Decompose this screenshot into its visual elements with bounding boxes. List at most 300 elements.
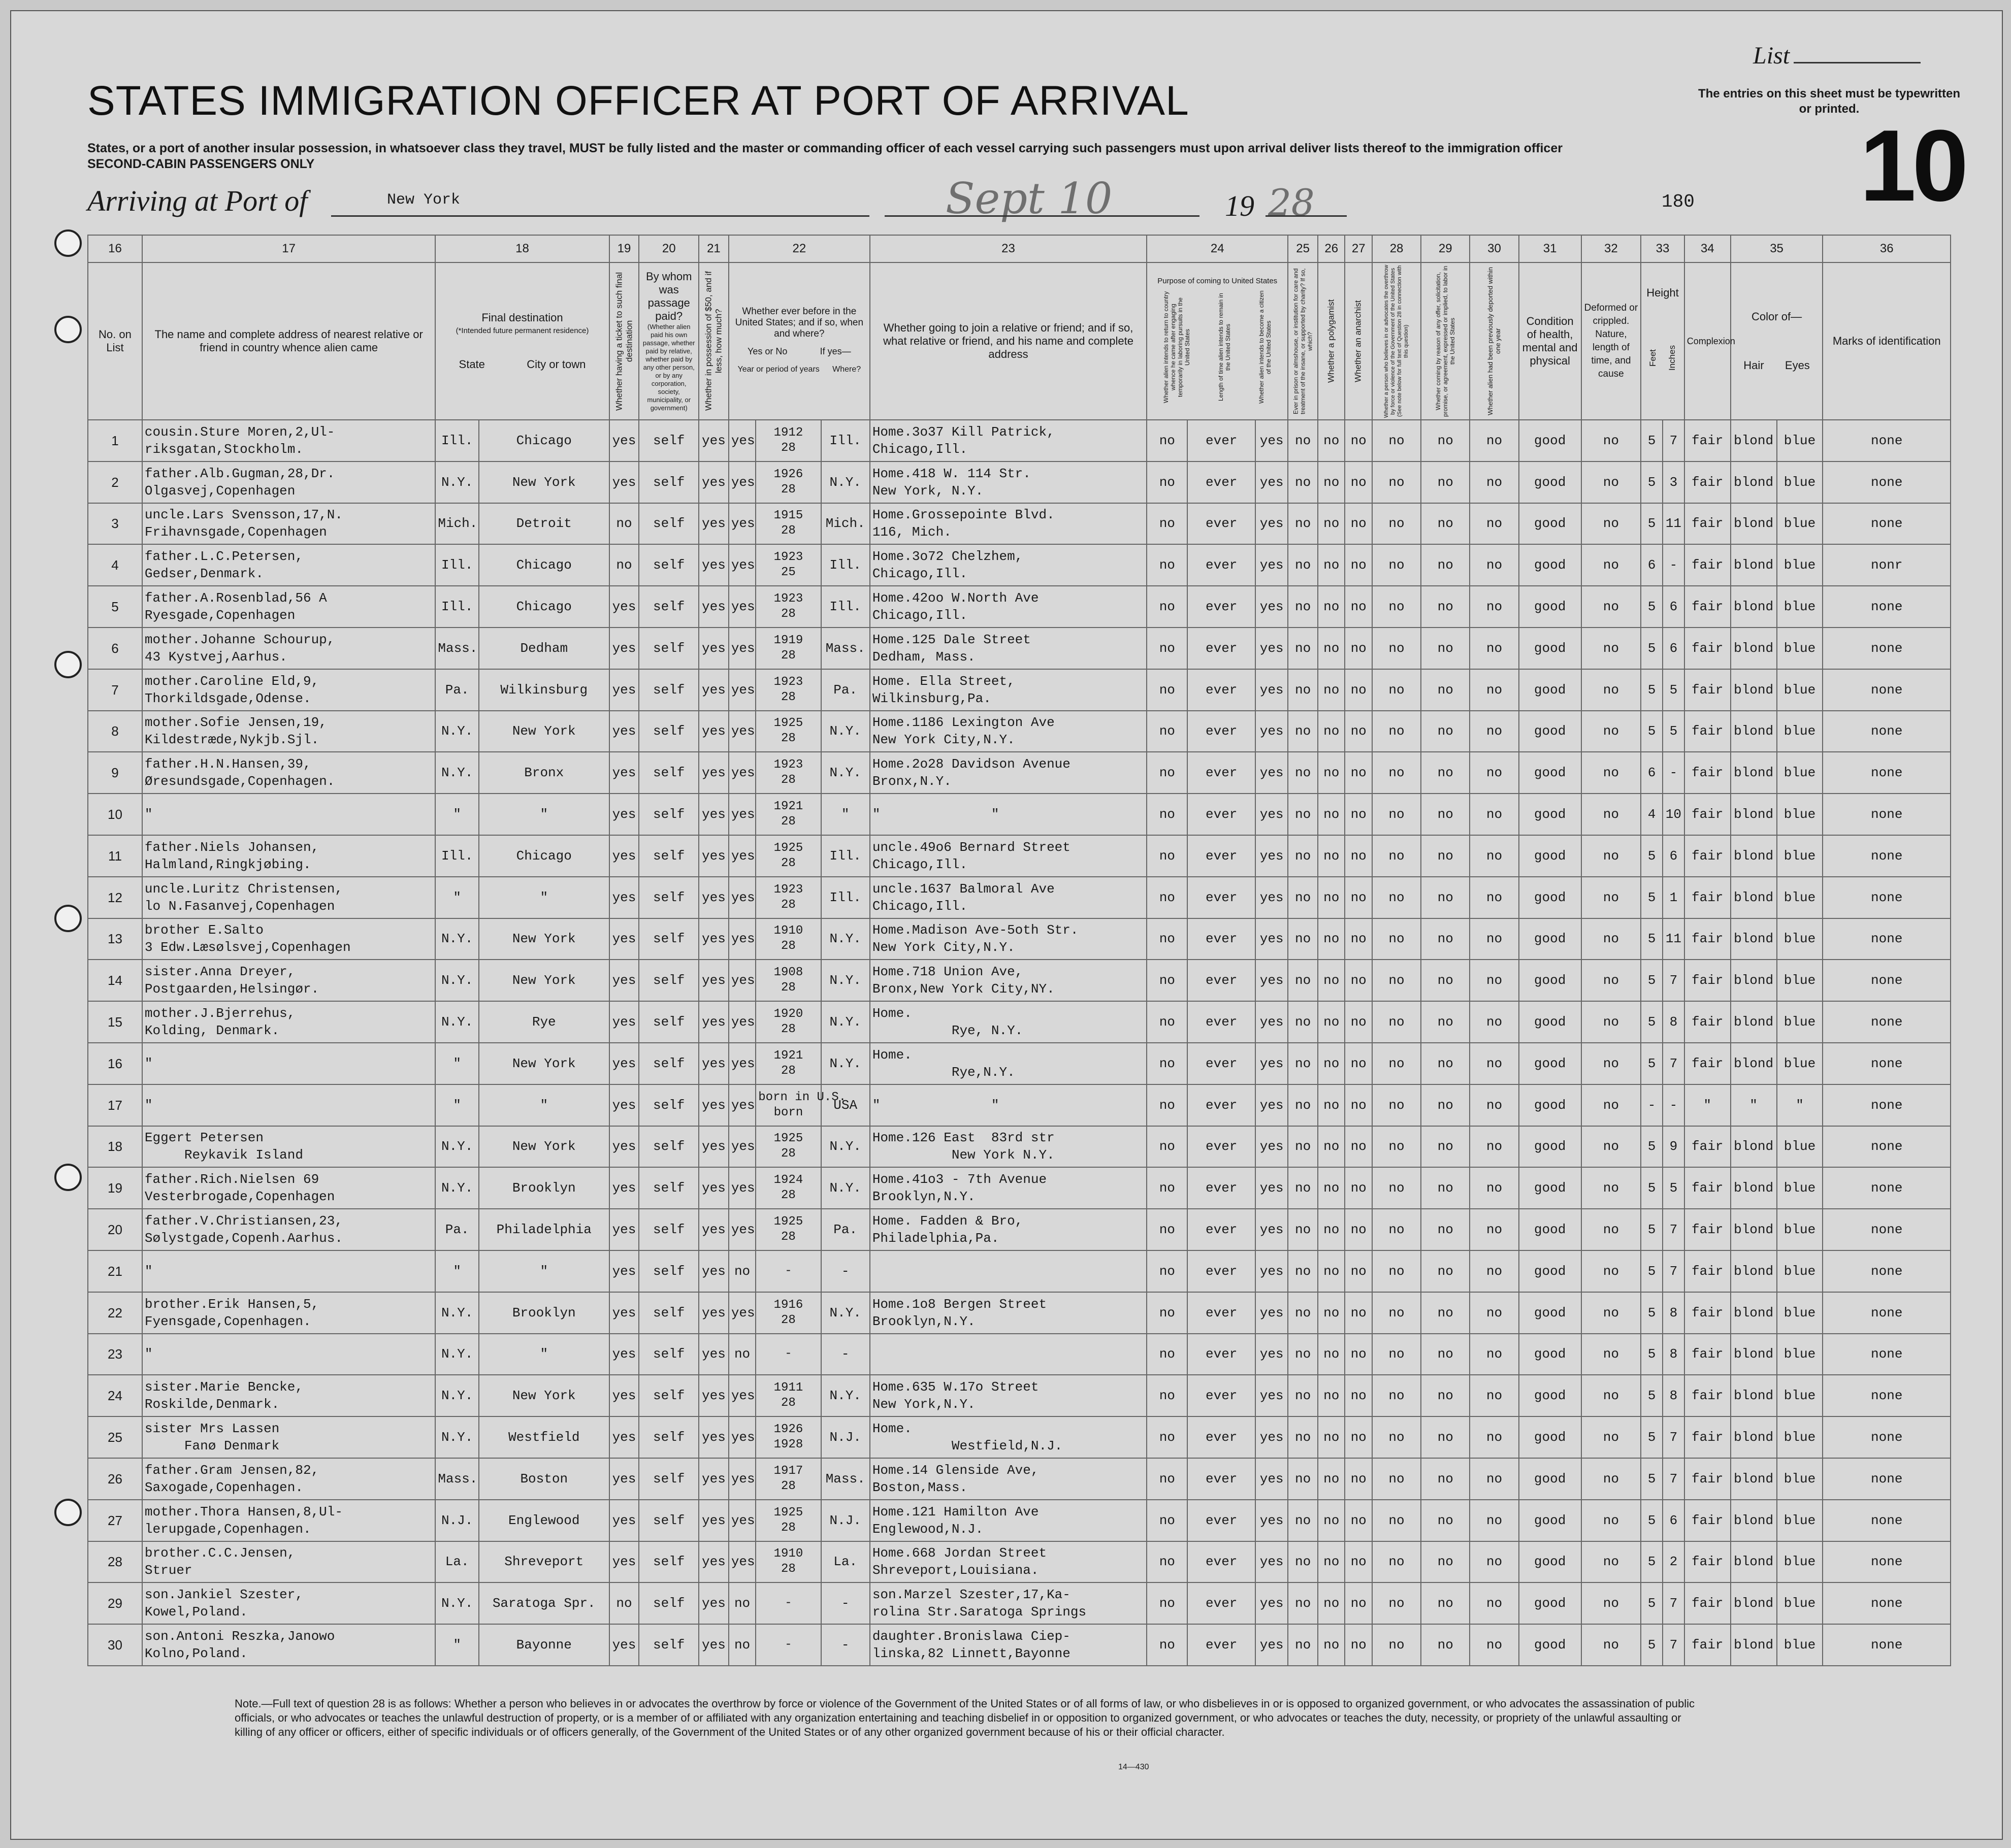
joining-relative: Home.1o8 Bergen Street Brooklyn,N.Y.: [870, 1292, 1147, 1334]
hair-color: blond: [1731, 1209, 1777, 1250]
list-number: 5: [88, 586, 142, 628]
prison-value: no: [1288, 877, 1318, 918]
deported-value: no: [1470, 918, 1518, 960]
height-inches: 3: [1663, 461, 1684, 503]
overthrow-value: no: [1372, 1416, 1421, 1458]
before-yes-no: yes: [729, 1375, 756, 1416]
column-number: 19: [609, 235, 639, 262]
deported-value: no: [1470, 503, 1518, 545]
money-value: yes: [699, 1624, 729, 1666]
polygamist-value: no: [1318, 1001, 1345, 1043]
header-feet: Feet: [1648, 349, 1658, 367]
passage-paid: self: [639, 1416, 699, 1458]
joining-relative: " ": [870, 1084, 1147, 1126]
length-of-stay: ever: [1187, 586, 1255, 628]
passenger-row: [88, 1292, 1951, 1334]
column-number-row: [88, 235, 1951, 262]
destination-city: Chicago: [479, 586, 609, 628]
eye-color: blue: [1777, 960, 1823, 1001]
header-purpose: [1147, 262, 1288, 420]
anarchist-value: no: [1345, 918, 1372, 960]
length-of-stay: ever: [1187, 1334, 1255, 1375]
deported-value: no: [1470, 1084, 1518, 1126]
list-number: 17: [88, 1084, 142, 1126]
header-complexion: Complexion: [1684, 262, 1731, 420]
identification-marks: none: [1823, 628, 1951, 669]
hair-color: blond: [1731, 1001, 1777, 1043]
complexion-value: fair: [1684, 1541, 1731, 1583]
height-inches: 9: [1663, 1126, 1684, 1168]
ticket-value: yes: [609, 835, 639, 877]
header-list-no: No. on List: [88, 262, 142, 420]
return-intent: no: [1147, 544, 1187, 586]
labor-offer-value: no: [1421, 1375, 1470, 1416]
deported-value: no: [1470, 877, 1518, 918]
deported-value: no: [1470, 1375, 1518, 1416]
header-purpose-title: Purpose of coming to United States: [1157, 277, 1278, 285]
destination-city: Chicago: [479, 835, 609, 877]
before-where: -: [821, 1334, 870, 1375]
ticket-value: yes: [609, 1375, 639, 1416]
money-value: yes: [699, 1001, 729, 1043]
polygamist-value: no: [1318, 1416, 1345, 1458]
deformed-value: no: [1581, 1167, 1641, 1209]
passenger-row: [88, 586, 1951, 628]
citizen-intent: yes: [1255, 544, 1288, 586]
passage-paid: self: [639, 960, 699, 1001]
deported-value: no: [1470, 1500, 1518, 1541]
labor-offer-value: no: [1421, 1001, 1470, 1043]
header-return-intent: Whether alien intends to return to country whence he came after engaging temporarily in laboring pursuits in the United States: [1162, 291, 1191, 404]
before-where: N.Y.: [821, 1375, 870, 1416]
ticket-value: yes: [609, 877, 639, 918]
prison-value: no: [1288, 1084, 1318, 1126]
nearest-relative: father.L.C.Petersen, Gedser,Denmark.: [142, 544, 435, 586]
eye-color: blue: [1777, 1292, 1823, 1334]
length-of-stay: ever: [1187, 1624, 1255, 1666]
ticket-value: yes: [609, 420, 639, 461]
money-value: yes: [699, 1458, 729, 1500]
height-feet: 5: [1641, 1334, 1663, 1375]
before-yes-no: yes: [729, 835, 756, 877]
list-number: 29: [88, 1582, 142, 1624]
labor-offer-value: no: [1421, 669, 1470, 711]
citizen-intent: yes: [1255, 794, 1288, 835]
polygamist-value: no: [1318, 1043, 1345, 1084]
citizen-intent: yes: [1255, 1541, 1288, 1583]
deformed-value: no: [1581, 1001, 1641, 1043]
polygamist-value: no: [1318, 628, 1345, 669]
ticket-value: yes: [609, 1126, 639, 1168]
height-feet: 5: [1641, 1375, 1663, 1416]
height-feet: 5: [1641, 835, 1663, 877]
passenger-row: [88, 1375, 1951, 1416]
header-passage-paid: [639, 262, 699, 420]
complexion-value: fair: [1684, 1334, 1731, 1375]
passage-paid: self: [639, 877, 699, 918]
height-feet: 5: [1641, 1209, 1663, 1250]
destination-city: ": [479, 1334, 609, 1375]
passage-paid: self: [639, 711, 699, 752]
destination-city: Englewood: [479, 1500, 609, 1541]
destination-city: New York: [479, 960, 609, 1001]
anarchist-value: no: [1345, 1500, 1372, 1541]
return-intent: no: [1147, 918, 1187, 960]
anarchist-value: no: [1345, 1167, 1372, 1209]
money-value: yes: [699, 1500, 729, 1541]
header-final-destination: [435, 262, 609, 420]
before-year: -: [756, 1624, 821, 1666]
anarchist-value: no: [1345, 1292, 1372, 1334]
ticket-value: yes: [609, 1458, 639, 1500]
length-of-stay: ever: [1187, 1292, 1255, 1334]
anarchist-value: no: [1345, 1043, 1372, 1084]
prison-value: no: [1288, 835, 1318, 877]
deformed-value: no: [1581, 586, 1641, 628]
header-destination-note: (*Intended future permanent residence): [456, 326, 589, 335]
height-inches: 11: [1663, 918, 1684, 960]
polygamist-value: no: [1318, 1582, 1345, 1624]
list-number: 25: [88, 1416, 142, 1458]
list-number: 21: [88, 1250, 142, 1292]
overthrow-value: no: [1372, 960, 1421, 1001]
return-intent: no: [1147, 1250, 1187, 1292]
return-intent: no: [1147, 461, 1187, 503]
deported-value: no: [1470, 1334, 1518, 1375]
hair-color: blond: [1731, 1167, 1777, 1209]
port-value: New York: [387, 191, 461, 209]
health-condition: good: [1519, 1416, 1581, 1458]
joining-relative: Home.Grossepointe Blvd. 116, Mich.: [870, 503, 1147, 545]
hair-color: blond: [1731, 1250, 1777, 1292]
anarchist-value: no: [1345, 752, 1372, 794]
citizen-intent: yes: [1255, 918, 1288, 960]
header-destination-group: Final destination: [481, 311, 563, 324]
joining-relative: Home.3o72 Chelzhem, Chicago,Ill.: [870, 544, 1147, 586]
identification-marks: none: [1823, 1126, 1951, 1168]
length-of-stay: ever: [1187, 1001, 1255, 1043]
health-condition: good: [1519, 586, 1581, 628]
return-intent: no: [1147, 628, 1187, 669]
identification-marks: none: [1823, 420, 1951, 461]
polygamist-value: no: [1318, 835, 1345, 877]
nearest-relative: cousin.Sture Moren,2,Ul- riksgatan,Stockholm.: [142, 420, 435, 461]
destination-state: Ill.: [435, 544, 479, 586]
header-inches: Inches: [1667, 345, 1677, 371]
deformed-value: no: [1581, 1084, 1641, 1126]
joining-relative: " ": [870, 794, 1147, 835]
money-value: yes: [699, 1582, 729, 1624]
money-value: yes: [699, 586, 729, 628]
joining-relative: Home.2o28 Davidson Avenue Bronx,N.Y.: [870, 752, 1147, 794]
header-money: Whether in possession of $50, and if less, how much?: [699, 262, 729, 420]
prison-value: no: [1288, 1334, 1318, 1375]
destination-city: Brooklyn: [479, 1292, 609, 1334]
binder-hole: [54, 651, 82, 678]
ticket-value: yes: [609, 461, 639, 503]
labor-offer-value: no: [1421, 918, 1470, 960]
deported-value: no: [1470, 628, 1518, 669]
header-before-title: Whether ever before in the United States; and if so, when and where?: [735, 306, 864, 339]
deformed-value: no: [1581, 544, 1641, 586]
citizen-intent: yes: [1255, 420, 1288, 461]
height-inches: 7: [1663, 1209, 1684, 1250]
destination-state: Ill.: [435, 420, 479, 461]
destination-city: ": [479, 877, 609, 918]
nearest-relative: sister.Marie Bencke, Roskilde,Denmark.: [142, 1375, 435, 1416]
height-feet: 5: [1641, 1167, 1663, 1209]
height-inches: -: [1663, 544, 1684, 586]
identification-marks: none: [1823, 1043, 1951, 1084]
anarchist-value: no: [1345, 544, 1372, 586]
list-label: List: [1753, 42, 1790, 69]
before-where: Mass.: [821, 628, 870, 669]
hair-color: blond: [1731, 420, 1777, 461]
eye-color: blue: [1777, 877, 1823, 918]
citizen-intent: yes: [1255, 1084, 1288, 1126]
manifest-table: [87, 235, 1951, 1666]
passenger-row: [88, 794, 1951, 835]
deported-value: no: [1470, 1582, 1518, 1624]
before-where: Mass.: [821, 1458, 870, 1500]
return-intent: no: [1147, 752, 1187, 794]
prison-value: no: [1288, 1375, 1318, 1416]
deported-value: no: [1470, 1001, 1518, 1043]
list-number: 19: [88, 1167, 142, 1209]
height-feet: 5: [1641, 420, 1663, 461]
before-year: -: [756, 1250, 821, 1292]
prison-value: no: [1288, 1043, 1318, 1084]
destination-state: Mich.: [435, 503, 479, 545]
deported-value: no: [1470, 1541, 1518, 1583]
money-value: yes: [699, 918, 729, 960]
hair-color: blond: [1731, 1582, 1777, 1624]
anarchist-value: no: [1345, 1458, 1372, 1500]
length-of-stay: ever: [1187, 1582, 1255, 1624]
destination-state: ": [435, 1624, 479, 1666]
money-value: yes: [699, 877, 729, 918]
prison-value: no: [1288, 1458, 1318, 1500]
height-feet: 5: [1641, 669, 1663, 711]
prison-value: no: [1288, 1624, 1318, 1666]
return-intent: no: [1147, 1043, 1187, 1084]
money-value: yes: [699, 794, 729, 835]
eye-color: blue: [1777, 586, 1823, 628]
header-overthrow: Whether a person who believes in or advocates the overthrow by force or violence of the Government of the United States (See note below for full text of Question 28 in connection with this question): [1372, 262, 1421, 420]
before-year: 1911 28: [756, 1375, 821, 1416]
length-of-stay: ever: [1187, 711, 1255, 752]
column-number: 34: [1684, 235, 1731, 262]
complexion-value: fair: [1684, 1209, 1731, 1250]
height-inches: 7: [1663, 960, 1684, 1001]
before-where: N.Y.: [821, 960, 870, 1001]
nearest-relative: mother.Johanne Schourup, 43 Kystvej,Aarhus.: [142, 628, 435, 669]
before-year: 1910 28: [756, 918, 821, 960]
deported-value: no: [1470, 960, 1518, 1001]
anarchist-value: no: [1345, 461, 1372, 503]
destination-city: Chicago: [479, 544, 609, 586]
health-condition: good: [1519, 1001, 1581, 1043]
destination-city: ": [479, 1084, 609, 1126]
before-where: -: [821, 1582, 870, 1624]
deformed-value: no: [1581, 1541, 1641, 1583]
health-condition: good: [1519, 1126, 1581, 1168]
length-of-stay: ever: [1187, 1043, 1255, 1084]
nearest-relative: son.Antoni Reszka,Janowo Kolno,Poland.: [142, 1624, 435, 1666]
health-condition: good: [1519, 1043, 1581, 1084]
list-number: 23: [88, 1334, 142, 1375]
before-where: N.Y.: [821, 752, 870, 794]
before-year: 1908 28: [756, 960, 821, 1001]
column-number: 36: [1823, 235, 1951, 262]
deported-value: no: [1470, 1624, 1518, 1666]
destination-state: N.Y.: [435, 711, 479, 752]
complexion-value: fair: [1684, 628, 1731, 669]
money-value: yes: [699, 1043, 729, 1084]
prison-value: no: [1288, 1001, 1318, 1043]
anarchist-value: no: [1345, 503, 1372, 545]
joining-relative: uncle.49o6 Bernard Street Chicago,Ill.: [870, 835, 1147, 877]
list-number: 10: [88, 794, 142, 835]
polygamist-value: no: [1318, 420, 1345, 461]
citizen-intent: yes: [1255, 586, 1288, 628]
before-where: USA: [821, 1084, 870, 1126]
money-value: yes: [699, 1416, 729, 1458]
labor-offer-value: no: [1421, 1250, 1470, 1292]
polygamist-value: no: [1318, 1167, 1345, 1209]
header-yes-no: Yes or No: [747, 346, 788, 356]
polygamist-value: no: [1318, 877, 1345, 918]
eye-color: blue: [1777, 1209, 1823, 1250]
before-yes-no: yes: [729, 1292, 756, 1334]
passenger-row: [88, 1334, 1951, 1375]
column-number: 25: [1288, 235, 1318, 262]
identification-marks: none: [1823, 794, 1951, 835]
return-intent: no: [1147, 420, 1187, 461]
complexion-value: fair: [1684, 1167, 1731, 1209]
money-value: yes: [699, 960, 729, 1001]
height-feet: 5: [1641, 1624, 1663, 1666]
citizen-intent: yes: [1255, 877, 1288, 918]
destination-city: New York: [479, 1375, 609, 1416]
before-year: 1925 28: [756, 1209, 821, 1250]
passage-paid: self: [639, 1500, 699, 1541]
citizen-intent: yes: [1255, 628, 1288, 669]
destination-state: Pa.: [435, 669, 479, 711]
overthrow-value: no: [1372, 794, 1421, 835]
passage-paid: self: [639, 835, 699, 877]
deformed-value: no: [1581, 1043, 1641, 1084]
length-of-stay: ever: [1187, 544, 1255, 586]
sheet-number: 10: [1860, 109, 1965, 222]
height-inches: -: [1663, 752, 1684, 794]
hair-color: blond: [1731, 461, 1777, 503]
polygamist-value: no: [1318, 669, 1345, 711]
list-number: 8: [88, 711, 142, 752]
prison-value: no: [1288, 1500, 1318, 1541]
height-feet: 5: [1641, 461, 1663, 503]
overthrow-value: no: [1372, 752, 1421, 794]
labor-offer-value: no: [1421, 1458, 1470, 1500]
eye-color: blue: [1777, 794, 1823, 835]
eye-color: blue: [1777, 1624, 1823, 1666]
nearest-relative: brother E.Salto 3 Edw.Læsølsvej,Copenhagen: [142, 918, 435, 960]
before-year: 1923 28: [756, 669, 821, 711]
complexion-value: fair: [1684, 1582, 1731, 1624]
money-value: yes: [699, 1292, 729, 1334]
money-value: yes: [699, 1375, 729, 1416]
before-where: -: [821, 1250, 870, 1292]
citizen-intent: yes: [1255, 461, 1288, 503]
deported-value: no: [1470, 752, 1518, 794]
list-number: 20: [88, 1209, 142, 1250]
complexion-value: fair: [1684, 752, 1731, 794]
ticket-value: yes: [609, 586, 639, 628]
complexion-value: fair: [1684, 1416, 1731, 1458]
health-condition: good: [1519, 669, 1581, 711]
length-of-stay: ever: [1187, 1416, 1255, 1458]
ticket-value: no: [609, 503, 639, 545]
prison-value: no: [1288, 461, 1318, 503]
labor-offer-value: no: [1421, 544, 1470, 586]
header-health: Condition of health, mental and physical: [1519, 262, 1581, 420]
deported-value: no: [1470, 1209, 1518, 1250]
return-intent: no: [1147, 1582, 1187, 1624]
destination-city: New York: [479, 461, 609, 503]
joining-relative: son.Marzel Szester,17,Ka- rolina Str.Saratoga Springs: [870, 1582, 1147, 1624]
before-yes-no: yes: [729, 1126, 756, 1168]
deformed-value: no: [1581, 1375, 1641, 1416]
passenger-row: [88, 1500, 1951, 1541]
passage-paid: self: [639, 1126, 699, 1168]
complexion-value: fair: [1684, 586, 1731, 628]
length-of-stay: ever: [1187, 420, 1255, 461]
list-number-line: [1794, 62, 1921, 63]
before-year: 1923 28: [756, 586, 821, 628]
deported-value: no: [1470, 420, 1518, 461]
eye-color: blue: [1777, 1001, 1823, 1043]
hair-color: blond: [1731, 1500, 1777, 1541]
height-inches: 5: [1663, 669, 1684, 711]
anarchist-value: no: [1345, 1624, 1372, 1666]
before-yes-no: yes: [729, 1541, 756, 1583]
destination-state: N.Y.: [435, 1167, 479, 1209]
before-yes-no: no: [729, 1624, 756, 1666]
ticket-value: no: [609, 544, 639, 586]
labor-offer-value: no: [1421, 1043, 1470, 1084]
column-number: 17: [142, 235, 435, 262]
hair-color: blond: [1731, 877, 1777, 918]
anarchist-value: no: [1345, 877, 1372, 918]
subtitle-line: States, or a port of another insular possession, in whatsoever class they travel, MUST be fully listed and the master or commanding officer of each vessel carrying such passengers must upon arrival deliver lists thereof to the immigration officer: [87, 141, 1563, 155]
overthrow-value: no: [1372, 1334, 1421, 1375]
passage-paid: self: [639, 1084, 699, 1126]
destination-state: N.Y.: [435, 1416, 479, 1458]
list-number: 24: [88, 1375, 142, 1416]
identification-marks: none: [1823, 1292, 1951, 1334]
column-number: 27: [1345, 235, 1372, 262]
before-where: Ill.: [821, 544, 870, 586]
polygamist-value: no: [1318, 461, 1345, 503]
polygamist-value: no: [1318, 1334, 1345, 1375]
before-year: 1920 28: [756, 1001, 821, 1043]
header-deformed: Deformed or crippled. Nature, length of time, and cause: [1581, 262, 1641, 420]
identification-marks: none: [1823, 669, 1951, 711]
overthrow-value: no: [1372, 877, 1421, 918]
return-intent: no: [1147, 1500, 1187, 1541]
nearest-relative: ": [142, 1043, 435, 1084]
before-year: born in U.S. born: [756, 1084, 821, 1126]
